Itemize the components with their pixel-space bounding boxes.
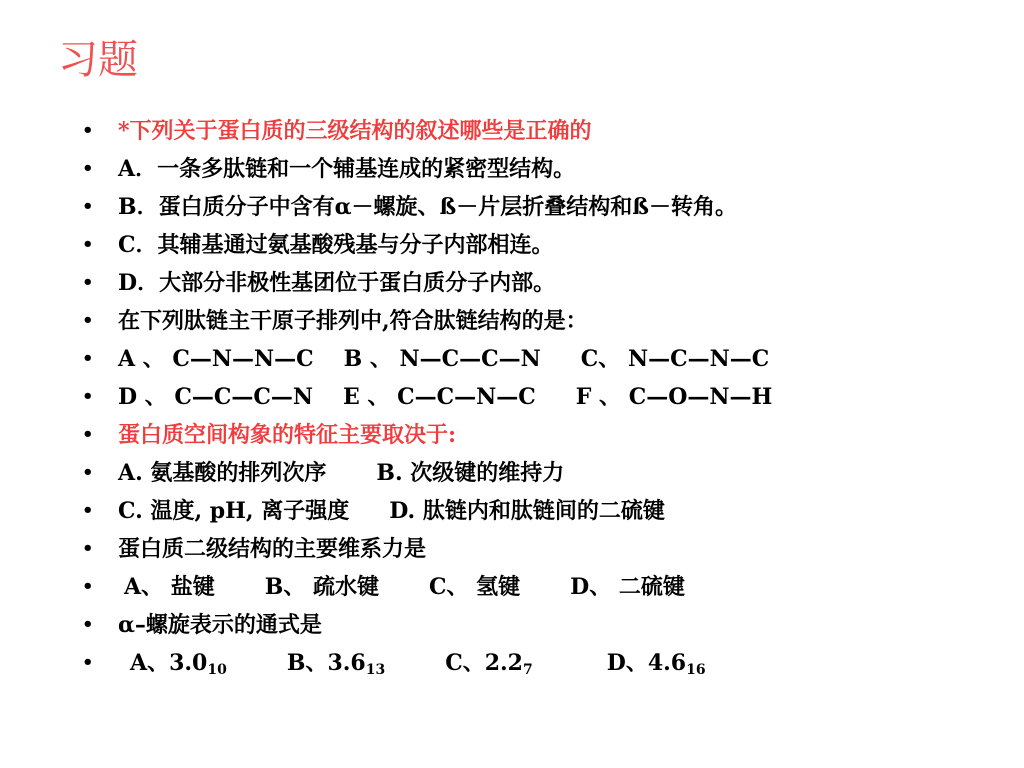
option-a: A、$3.0_{10}$ [130, 650, 227, 678]
bullet-icon: • [82, 500, 94, 521]
option-row [118, 378, 772, 416]
question-text: 蛋白质二级结构的主要维系力是 [118, 536, 427, 562]
question-heading-conformation [82, 416, 1002, 454]
option-a: A 、 C—N—N—C [118, 346, 314, 372]
option-c: C. 温度, pH, 离子强度 [118, 498, 350, 524]
list-item [82, 378, 1002, 416]
option-a: A. 氨基酸的排列次序 [118, 460, 327, 486]
bullet-icon: • [82, 614, 94, 635]
list-item [82, 492, 1002, 530]
question-heading-tertiary-structure [82, 112, 1002, 150]
option-text: D．大部分非极性基团位于蛋白质分子内部。 [118, 270, 556, 296]
bullet-icon: • [82, 576, 94, 597]
list-item [82, 340, 1002, 378]
option-d: D 、 C—C—C—N [118, 384, 314, 410]
bullet-icon: • [82, 272, 94, 293]
option-e: E 、 C—C—N—C [343, 384, 536, 410]
option-text: B．蛋白质分子中含有α－螺旋、ß－片层折叠结构和ß－转角。 [118, 194, 737, 220]
bullet-icon: • [82, 386, 94, 407]
list-item [82, 530, 1002, 568]
option-row [118, 568, 685, 606]
question-list [82, 112, 1002, 682]
question-text: α–螺旋表示的通式是 [118, 612, 322, 638]
option-text: A．一条多肽链和一个辅基连成的紧密型结构。 [118, 156, 576, 182]
option-row [118, 340, 769, 378]
bullet-icon: • [82, 158, 94, 179]
option-b: B、$3.6_{13}$ [286, 650, 386, 678]
list-item [82, 454, 1002, 492]
option-text: C．其辅基通过氨基酸残基与分子内部相连。 [118, 232, 554, 258]
option-d: D、$4.6_{16}$ [606, 650, 706, 678]
option-b: B. 次级键的维持力 [376, 460, 565, 486]
list-item [82, 264, 1002, 302]
list-item [82, 644, 1002, 682]
option-c: C、$2.2_7$ [445, 650, 533, 678]
option-c: C、 氢键 [429, 574, 521, 600]
list-item-text: *下列关于蛋白质的三级结构的叙述哪些是正确的 [118, 118, 592, 144]
bullet-icon: • [82, 196, 94, 217]
list-item [82, 568, 1002, 606]
question-text: 在下列肽链主干原子排列中,符合肽链结构的是： [118, 308, 588, 334]
option-d: D. 肽链内和肽链间的二硫键 [389, 498, 665, 524]
list-item [82, 226, 1002, 264]
bullet-icon: • [82, 652, 94, 673]
slide-title: 习题 [58, 37, 138, 83]
option-a: A、 盐键 [124, 574, 215, 600]
option-b: B 、 N—C—C—N [343, 346, 541, 372]
bullet-icon: • [82, 234, 94, 255]
bullet-icon: • [82, 310, 94, 331]
bullet-icon: • [82, 424, 94, 445]
option-c: C、 N—C—N—C [580, 346, 770, 372]
option-f: F 、 C—O—N—H [575, 384, 773, 410]
list-item [82, 302, 1002, 340]
bullet-icon: • [82, 538, 94, 559]
option-row [118, 492, 665, 530]
list-item [82, 150, 1002, 188]
option-b: B、 疏水键 [264, 574, 379, 600]
list-item [82, 188, 1002, 226]
option-row [118, 644, 706, 682]
option-row [118, 454, 564, 492]
bullet-icon: • [82, 120, 94, 141]
bullet-icon: • [82, 462, 94, 483]
list-item-text: 蛋白质空间构象的特征主要取决于: [118, 422, 457, 448]
option-d: D、 二硫键 [570, 574, 685, 600]
list-item [82, 606, 1002, 644]
bullet-icon: • [82, 348, 94, 369]
